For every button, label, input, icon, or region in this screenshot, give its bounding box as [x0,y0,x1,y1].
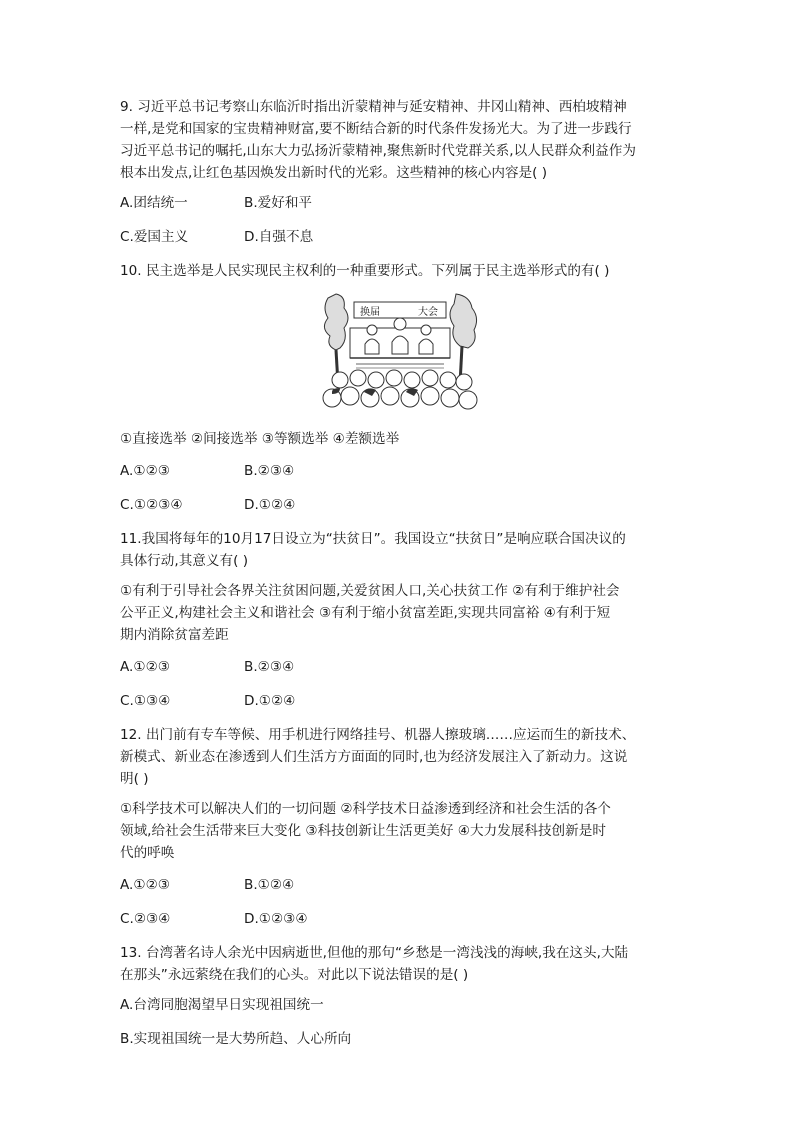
choice-c[interactable]: C.①③④ [120,693,171,709]
choice-row [120,460,680,482]
choice-d[interactable]: D.①②④ [244,693,296,709]
statement-line: ①科学技术可以解决人们的一切问题 ②科学技术日益渗透到经济和社会生活的各个 [120,801,611,817]
exam-page [120,96,680,1062]
question-stem [120,942,680,986]
question-stem [120,528,680,572]
choice-row [120,908,680,930]
statements [120,798,680,864]
choice-d[interactable]: D.①②③④ [244,911,308,927]
question-12 [120,724,680,930]
choice-d[interactable]: D.①②④ [244,497,296,513]
question-stem [120,96,680,184]
choice-row [120,192,680,214]
choice-row [120,226,680,248]
question-10 [120,260,680,516]
stem-line: 具体行动,其意义有( ) [120,553,248,569]
choice-row [120,656,680,678]
stem-line: 明( ) [120,771,149,787]
choice-c[interactable]: C.①②③④ [120,497,183,513]
choice-b[interactable]: B.②③④ [244,463,295,479]
banner-text-right: 大会 [418,307,438,318]
choice-row [120,494,680,516]
choice-row [120,874,680,896]
statement-line: 期内消除贫富差距 [120,627,229,643]
election-meeting-illustration [320,288,480,414]
choice-a[interactable]: A.①②③ [120,659,170,675]
choice-b[interactable]: B.实现祖国统一是大势所趋、人心所向 [120,1031,352,1047]
election-meeting-drawing [320,288,480,414]
stem-line: 13. 台湾著名诗人余光中因病逝世,但他的那句“乡愁是一湾浅浅的海峡,我在这头,大陆 [120,945,629,961]
question-stem [120,724,680,790]
statement-line: ①有利于引导社会各界关注贫困问题,关爱贫困人口,关心扶贫工作 ②有利于维护社会 [120,583,620,599]
stem-line: 新模式、新业态在渗透到人们生活方方面面的同时,也为经济发展注入了新动力。这说 [120,749,628,765]
stem-line: 11.我国将每年的10月17日设立为“扶贫日”。我国设立“扶贫日”是响应联合国决议的 [120,531,626,547]
statement-line: 公平正义,构建社会主义和谐社会 ③有利于缩小贫富差距,实现共同富裕 ④有利于短 [120,605,611,621]
statement-line: 领域,给社会生活带来巨大变化 ③科技创新让生活更美好 ④大力发展科技创新是时 [120,823,606,839]
choice-a[interactable]: A.①②③ [120,463,170,479]
choice-row [120,690,680,712]
question-13 [120,942,680,1050]
stem-line: 12. 出门前有专车等候、用手机进行网络挂号、机器人擦玻璃……应运而生的新技术、 [120,727,636,743]
choice-a[interactable]: A.①②③ [120,877,170,893]
stem-line: 9. 习近平总书记考察山东临沂时指出沂蒙精神与延安精神、井冈山精神、西柏坡精神 [120,99,627,115]
choice-b[interactable]: B.爱好和平 [244,195,313,211]
stem-line: 根本出发点,让红色基因焕发出新时代的光彩。这些精神的核心内容是( ) [120,165,548,181]
choice-a[interactable]: A.台湾同胞渴望早日实现祖国统一 [120,997,324,1013]
stem-line: 习近平总书记的嘱托,山东大力弘扬沂蒙精神,聚焦新时代党群关系,以人民群众利益作为 [120,143,636,159]
choice-b[interactable]: B.②③④ [244,659,295,675]
statements [120,580,680,646]
choice-b[interactable]: B.①②④ [244,877,295,893]
choice-c[interactable]: C.爱国主义 [120,229,189,245]
statements: ①直接选举 ②间接选举 ③等额选举 ④差额选举 [120,431,400,447]
question-9 [120,96,680,248]
stem-line: 一样,是党和国家的宝贵精神财富,要不断结合新的时代条件发扬光大。为了进一步践行 [120,121,632,137]
stem-line: 10. 民主选举是人民实现民主权利的一种重要形式。下列属于民主选举形式的有( ) [120,263,610,279]
question-11 [120,528,680,712]
choice-d[interactable]: D.自强不息 [244,229,314,245]
choice-a[interactable]: A.团结统一 [120,195,188,211]
stem-line: 在那头”永远萦绕在我们的心头。对此以下说法错误的是( ) [120,967,469,983]
statement-line: 代的呼唤 [120,845,175,861]
choice-c[interactable]: C.②③④ [120,911,171,927]
banner-text-left: 换届 [360,307,380,318]
